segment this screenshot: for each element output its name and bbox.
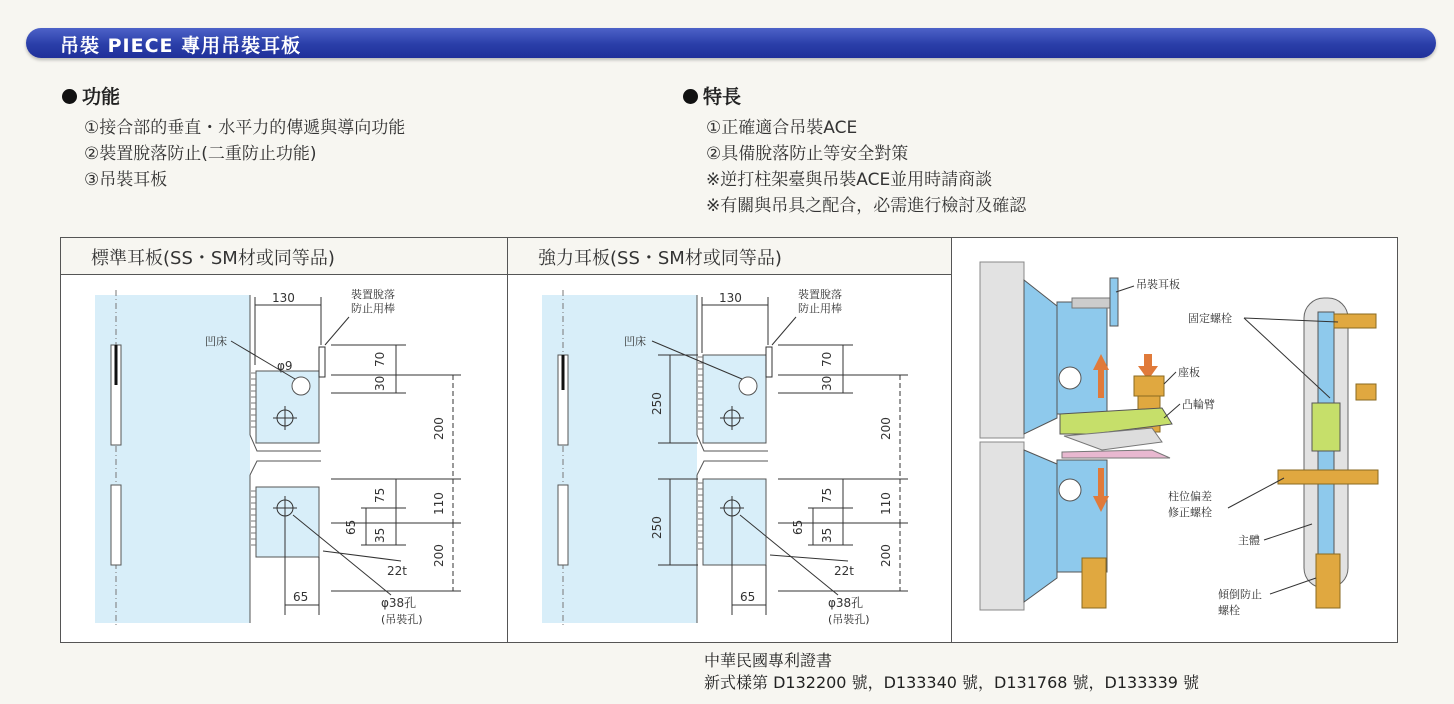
dim-65h: 65 [293, 590, 309, 604]
features-heading: 特長 [683, 82, 741, 109]
dim-130: 130 [272, 291, 295, 305]
dim-22t: 22t [387, 564, 407, 578]
feature-item: ※有關與吊具之配合，必需進行檢討及確認 [706, 196, 1027, 216]
function-item: ①接合部的垂直・水平力的傳遞與導向功能 [84, 118, 406, 138]
strong-lug-drawing [508, 275, 952, 641]
hole-label: φ38孔 [828, 596, 864, 610]
lug-label: 吊裝耳板 [1136, 278, 1180, 291]
function-heading: 功能 [62, 82, 120, 109]
title-banner [26, 28, 1436, 58]
panel-title: 標準耳板(SS・SM材或同等品) [91, 248, 335, 269]
dim-200b: 200 [432, 544, 446, 567]
assembly-panel [951, 237, 1398, 643]
patent-title: 中華民國專利證書 [704, 651, 833, 670]
guard-label-2: 防止用棒 [351, 302, 395, 315]
bullet-icon [62, 89, 77, 104]
dim-35: 35 [820, 527, 834, 543]
dim-110: 110 [879, 492, 893, 515]
dim-65h: 65 [740, 590, 756, 604]
guard-label: 裝置脫落 [798, 288, 842, 301]
strong-lug-panel [507, 237, 953, 643]
seat-label: 座板 [1178, 366, 1200, 379]
fix-bolt-label: 固定螺栓 [1188, 312, 1232, 325]
tilt-label: 傾倒防止 [1218, 588, 1262, 601]
guard-label: 裝置脫落 [351, 288, 395, 301]
function-item: ②裝置脫落防止(二重防止功能) [84, 144, 317, 164]
dim-75: 75 [820, 487, 834, 503]
dim-200a: 200 [879, 417, 893, 440]
dim-70: 70 [373, 351, 387, 367]
dim-250a: 250 [650, 392, 664, 415]
dim-22t: 22t [834, 564, 854, 578]
patent-numbers: 新式樣第 D132200 號，D133340 號，D131768 號，D133339 號 [704, 673, 1200, 692]
feature-item: ②具備脫落防止等安全對策 [706, 144, 909, 164]
standard-lug-panel [60, 237, 509, 643]
guard-label-2: 防止用棒 [798, 302, 842, 315]
dim-70: 70 [820, 351, 834, 367]
bullet-icon [683, 89, 698, 104]
standard-lug-drawing [61, 275, 508, 641]
dim-30: 30 [820, 375, 834, 391]
adjust-label: 柱位偏差 [1168, 490, 1212, 503]
hole-note: (吊裝孔) [828, 613, 870, 626]
assembly-drawing [952, 238, 1397, 642]
page-title: 吊裝 PIECE 專用吊裝耳板 [60, 35, 302, 57]
cam-label: 凸輪臂 [1182, 398, 1215, 411]
recess-label: 凹床 [205, 335, 227, 348]
dim-35: 35 [373, 527, 387, 543]
panel-header [508, 238, 952, 275]
dim-65v: 65 [344, 519, 358, 535]
hole-label: φ38孔 [381, 596, 417, 610]
tilt-label-2: 螺栓 [1218, 604, 1240, 617]
dim-65v: 65 [791, 519, 805, 535]
feature-item: ※逆打柱架臺與吊裝ACE並用時請商談 [706, 170, 993, 190]
hole-note: (吊裝孔) [381, 613, 423, 626]
dim-30: 30 [373, 375, 387, 391]
recess-label: 凹床 [624, 335, 646, 348]
panel-header [61, 238, 508, 275]
dim-200a: 200 [432, 417, 446, 440]
dim-250b: 250 [650, 516, 664, 539]
dim-130: 130 [719, 291, 742, 305]
dim-110: 110 [432, 492, 446, 515]
adjust-label-2: 修正螺栓 [1168, 506, 1212, 519]
body-label: 主體 [1238, 534, 1260, 547]
function-item: ③吊裝耳板 [84, 170, 168, 190]
dim-200b: 200 [879, 544, 893, 567]
feature-item: ①正確適合吊裝ACE [706, 118, 858, 138]
dim-75: 75 [373, 487, 387, 503]
panel-title: 強力耳板(SS・SM材或同等品) [538, 248, 782, 269]
dim-phi9: φ9 [277, 359, 293, 373]
